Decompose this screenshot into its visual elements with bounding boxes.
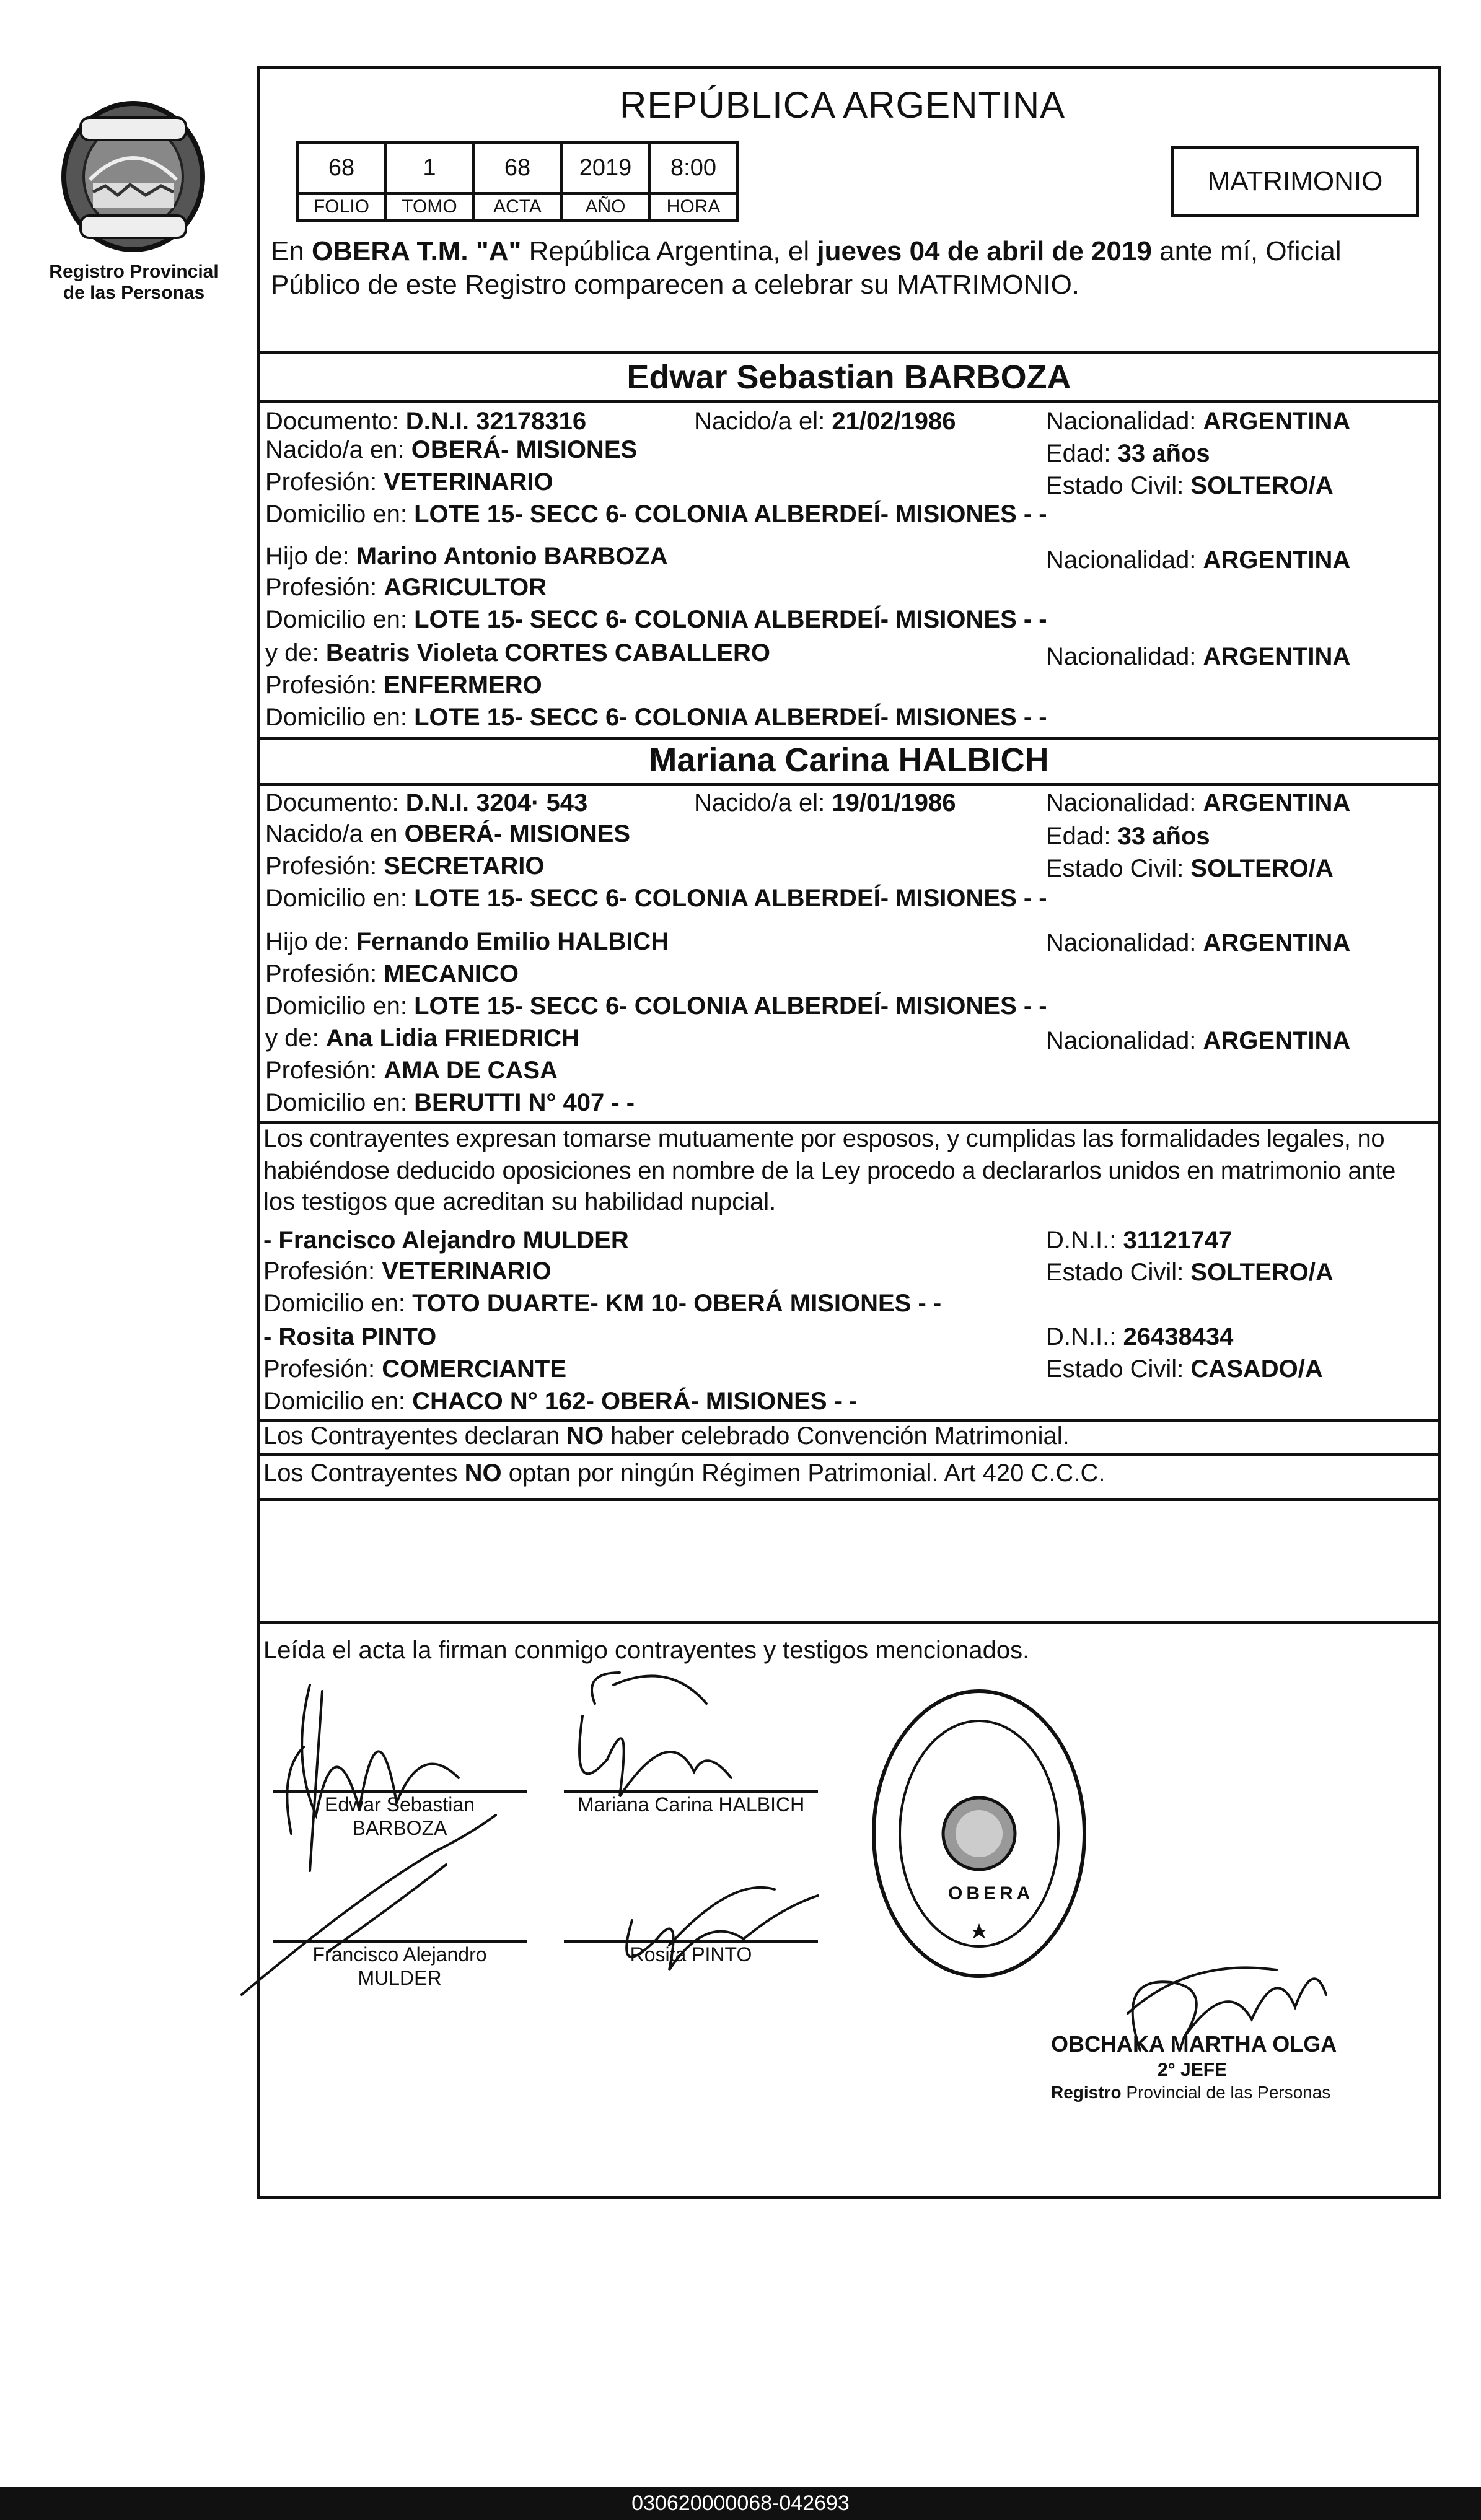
value: ARGENTINA [1203, 643, 1351, 670]
intro-place: OBERA T.M. "A" [312, 236, 522, 266]
folio-label: FOLIO [297, 193, 385, 221]
label: Nacionalidad: [1046, 408, 1203, 435]
label: Nacionalidad: [1046, 789, 1203, 816]
hora-label: HORA [649, 193, 737, 221]
value: D.N.I. 32178316 [405, 408, 587, 435]
spouse2-addr [265, 883, 1047, 913]
value: Fernando Emilio HALBICH [356, 928, 669, 955]
declaration-line-1: Los contrayentes expresan tomarse mutuamente por esposos, y cumplidas las formalidades legales, no [263, 1125, 1385, 1152]
official-seal [868, 1685, 1091, 1982]
spouse2-prof [265, 851, 545, 881]
logo-caption-2: de las Personas [63, 282, 205, 303]
signature-caption-spouse2: Mariana Carina HALBICH [577, 1793, 805, 1816]
witness1-name: - Francisco Alejandro MULDER [263, 1227, 629, 1254]
acta-label: ACTA [473, 193, 561, 221]
handwritten-signatures [235, 1648, 855, 2019]
caption-line: Edwar Sebastian [325, 1793, 475, 1816]
officer-role: 2° JEFE [1158, 2060, 1228, 2080]
spouse1-age [1046, 439, 1210, 468]
provincial-logo [56, 99, 211, 254]
label: Profesión: [265, 960, 384, 987]
label: y de: [265, 639, 326, 667]
witness1-civil [1046, 1258, 1334, 1287]
label: Estado Civil: [1046, 1355, 1191, 1383]
value: VETERINARIO [382, 1258, 552, 1285]
tomo-value: 1 [385, 142, 473, 193]
witness2-name: - Rosita PINTO [263, 1323, 437, 1350]
value: SOLTERO/A [1190, 472, 1334, 499]
witness1-dni [1046, 1225, 1232, 1255]
value: LOTE 15- SECC 6- COLONIA ALBERDEÍ- MISIONES - - [414, 704, 1047, 731]
intro-text-1: En [271, 236, 312, 266]
label: Domicilio en: [265, 885, 415, 912]
spouse1-mother [265, 638, 770, 668]
spouse2-father-nat [1046, 928, 1350, 958]
value: SOLTERO/A [1190, 1259, 1334, 1286]
value: ARGENTINA [1203, 789, 1351, 816]
folio-value: 68 [297, 142, 385, 193]
caption-line: BARBOZA [352, 1817, 447, 1839]
spouse2-father [265, 927, 669, 956]
witness2-addr [263, 1386, 857, 1416]
divider [257, 737, 1441, 740]
label: Hijo de: [265, 543, 356, 570]
label: Nacionalidad: [1046, 546, 1203, 574]
value: VETERINARIO [384, 468, 553, 496]
text: Los Contrayentes [263, 1459, 465, 1487]
regime-line-1 [263, 1421, 1070, 1451]
intro-text-3: ante mí, Oficial [1151, 236, 1342, 266]
value: TOTO DUARTE- KM 10- OBERÁ MISIONES - - [412, 1290, 942, 1317]
label: Nacionalidad: [1046, 929, 1203, 956]
footer-code: 030620000068-042693 [0, 2487, 1481, 2520]
spouse2-mother-prof [265, 1056, 558, 1085]
label: Estado Civil: [1046, 855, 1191, 882]
spouse1-birthplace [265, 435, 637, 465]
label: Estado Civil: [1046, 1259, 1191, 1286]
spouse1-father-prof [265, 572, 547, 602]
hora-value: 8:00 [649, 142, 737, 193]
value: CHACO N° 162- OBERÁ- MISIONES - - [412, 1388, 858, 1415]
value: ENFERMERO [384, 672, 542, 699]
value: LOTE 15- SECC 6- COLONIA ALBERDEÍ- MISIONES - - [414, 501, 1047, 528]
caption-line: MULDER [358, 1967, 442, 1989]
value: 26438434 [1123, 1323, 1234, 1350]
label: Domicilio en: [265, 606, 415, 633]
caption-line: Francisco Alejandro [312, 1943, 487, 1966]
spouse2-born [694, 788, 956, 818]
value: LOTE 15- SECC 6- COLONIA ALBERDEÍ- MISIONES - - [414, 885, 1047, 912]
divider [257, 783, 1441, 786]
text-bold: Registro [1051, 2083, 1122, 2102]
officer-org [1051, 2078, 1330, 2107]
value: 33 años [1117, 440, 1210, 467]
value: ARGENTINA [1203, 929, 1351, 956]
ano-label: AÑO [561, 193, 649, 221]
spouse2-nat [1046, 788, 1350, 818]
witness1-prof [263, 1256, 552, 1286]
divider [257, 1453, 1441, 1456]
spouse2-civil [1046, 854, 1334, 883]
value: ARGENTINA [1203, 408, 1351, 435]
value: Marino Antonio BARBOZA [356, 543, 668, 570]
label: Profesión: [263, 1355, 382, 1383]
label: Hijo de: [265, 928, 356, 955]
spouse2-age [1046, 821, 1210, 851]
divider [257, 1498, 1441, 1501]
label: Domicilio en: [263, 1290, 413, 1317]
spouse1-mother-addr [265, 702, 1047, 732]
label: Nacido/a en: [265, 436, 411, 463]
spouse1-name: Edwar Sebastian BARBOZA [626, 359, 1071, 396]
text-bold: NO [464, 1459, 502, 1487]
label: Domicilio en: [265, 1089, 415, 1116]
spouse2-father-addr [265, 991, 1047, 1021]
spouse2-birthplace [265, 819, 630, 849]
divider [257, 351, 1441, 354]
label: Nacionalidad: [1046, 643, 1203, 670]
label: Nacionalidad: [1046, 1027, 1203, 1054]
spouse1-born [694, 406, 956, 436]
intro-date: jueves 04 de abril de 2019 [817, 236, 1152, 266]
ano-value: 2019 [561, 142, 649, 193]
value: 21/02/1986 [832, 408, 956, 435]
label: Profesión: [265, 574, 384, 601]
value: CASADO/A [1190, 1355, 1323, 1383]
value: AGRICULTOR [384, 574, 547, 601]
spouse2-doc [265, 788, 587, 818]
label: Documento: [265, 408, 406, 435]
spouse1-mother-prof [265, 670, 542, 700]
label: Domicilio en: [265, 992, 415, 1020]
value: 31121747 [1123, 1227, 1233, 1254]
label: Domicilio en: [265, 501, 415, 528]
value: OBERÁ- MISIONES [411, 436, 638, 463]
divider [257, 400, 1441, 403]
seal-city: OBERA [948, 1883, 1034, 1904]
officer-name: OBCHAKA MARTHA OLGA [1051, 2031, 1337, 2057]
spouse1-nat [1046, 406, 1350, 436]
label: Nacido/a el: [694, 408, 832, 435]
label: Profesión: [265, 672, 384, 699]
label: Documento: [265, 789, 406, 816]
logo-caption-1: Registro Provincial [49, 261, 219, 282]
label: y de: [265, 1025, 326, 1052]
label: Edad: [1046, 823, 1118, 850]
label: Profesión: [265, 852, 384, 880]
spouse1-civil [1046, 471, 1334, 501]
text: optan por ningún Régimen Patrimonial. Art 420 C.C.C. [501, 1459, 1105, 1487]
spouse1-prof [265, 467, 553, 497]
label: Estado Civil: [1046, 472, 1191, 499]
declaration-line-3: los testigos que acreditan su habilidad nupcial. [263, 1188, 776, 1215]
value: AMA DE CASA [384, 1057, 558, 1084]
label: Nacido/a el: [694, 789, 832, 816]
text: Los Contrayentes declaran [263, 1422, 567, 1450]
value: LOTE 15- SECC 6- COLONIA ALBERDEÍ- MISIONES - - [414, 992, 1047, 1020]
spouse1-father-addr [265, 605, 1047, 634]
text: haber celebrado Convención Matrimonial. [604, 1422, 1070, 1450]
spouse1-father [265, 541, 668, 571]
value: LOTE 15- SECC 6- COLONIA ALBERDEÍ- MISIONES - - [414, 606, 1047, 633]
label: Edad: [1046, 440, 1118, 467]
act-type-box: MATRIMONIO [1171, 146, 1419, 217]
label: Profesión: [265, 468, 384, 496]
value: BERUTTI N° 407 - - [414, 1089, 635, 1116]
label: Profesión: [265, 1057, 384, 1084]
text: Provincial de las Personas [1121, 2083, 1331, 2102]
intro-text-2: República Argentina, el [521, 236, 817, 266]
label: Domicilio en: [263, 1388, 413, 1415]
acta-value: 68 [473, 142, 561, 193]
label: D.N.I.: [1046, 1323, 1123, 1350]
registry-table [296, 141, 739, 222]
value: SECRETARIO [384, 852, 545, 880]
value: MECANICO [384, 960, 519, 987]
spouse2-mother [265, 1023, 579, 1053]
value: SOLTERO/A [1190, 855, 1334, 882]
signature-caption-witness2: Rosita PINTO [630, 1943, 752, 1966]
label: Domicilio en: [265, 704, 415, 731]
tomo-label: TOMO [385, 193, 473, 221]
spouse2-father-prof [265, 959, 519, 989]
closing-text: Leída el acta la firman conmigo contrayentes y testigos mencionados. [263, 1637, 1030, 1664]
label: Nacido/a en [265, 820, 405, 847]
witness2-dni [1046, 1322, 1233, 1352]
spouse1-addr [265, 499, 1047, 529]
regime-line-2 [263, 1458, 1105, 1488]
page-title: REPÚBLICA ARGENTINA [620, 84, 1066, 126]
divider [257, 1621, 1441, 1624]
witness2-prof [263, 1354, 566, 1384]
spouse1-doc [265, 406, 586, 436]
spouse1-father-nat [1046, 545, 1350, 575]
spouse1-mother-nat [1046, 642, 1350, 672]
label: Profesión: [263, 1258, 382, 1285]
spouse2-name: Mariana Carina HALBICH [649, 742, 1049, 779]
declaration-line-2: habiéndose deducido oposiciones en nombre de la Ley procedo a declararlos unidos en matrimonio ante [263, 1157, 1396, 1184]
value: Beatris Violeta CORTES CABALLERO [325, 639, 771, 667]
value: COMERCIANTE [382, 1355, 566, 1383]
spouse2-mother-addr [265, 1088, 635, 1118]
value: D.N.I. 3204· 543 [405, 789, 588, 816]
text-bold: NO [566, 1422, 604, 1450]
witness1-addr [263, 1288, 941, 1318]
intro-line-2: Público de este Registro comparecen a celebrar su MATRIMONIO. [271, 269, 1080, 300]
witness2-civil [1046, 1354, 1323, 1384]
value: ARGENTINA [1203, 546, 1351, 574]
value: OBERÁ- MISIONES [404, 820, 631, 847]
value: ARGENTINA [1203, 1027, 1351, 1054]
label: D.N.I.: [1046, 1227, 1123, 1254]
value: 33 años [1117, 823, 1210, 850]
spouse2-mother-nat [1046, 1026, 1350, 1056]
value: 19/01/1986 [832, 789, 956, 816]
value: Ana Lidia FRIEDRICH [325, 1025, 579, 1052]
intro-line-1 [271, 235, 1342, 268]
